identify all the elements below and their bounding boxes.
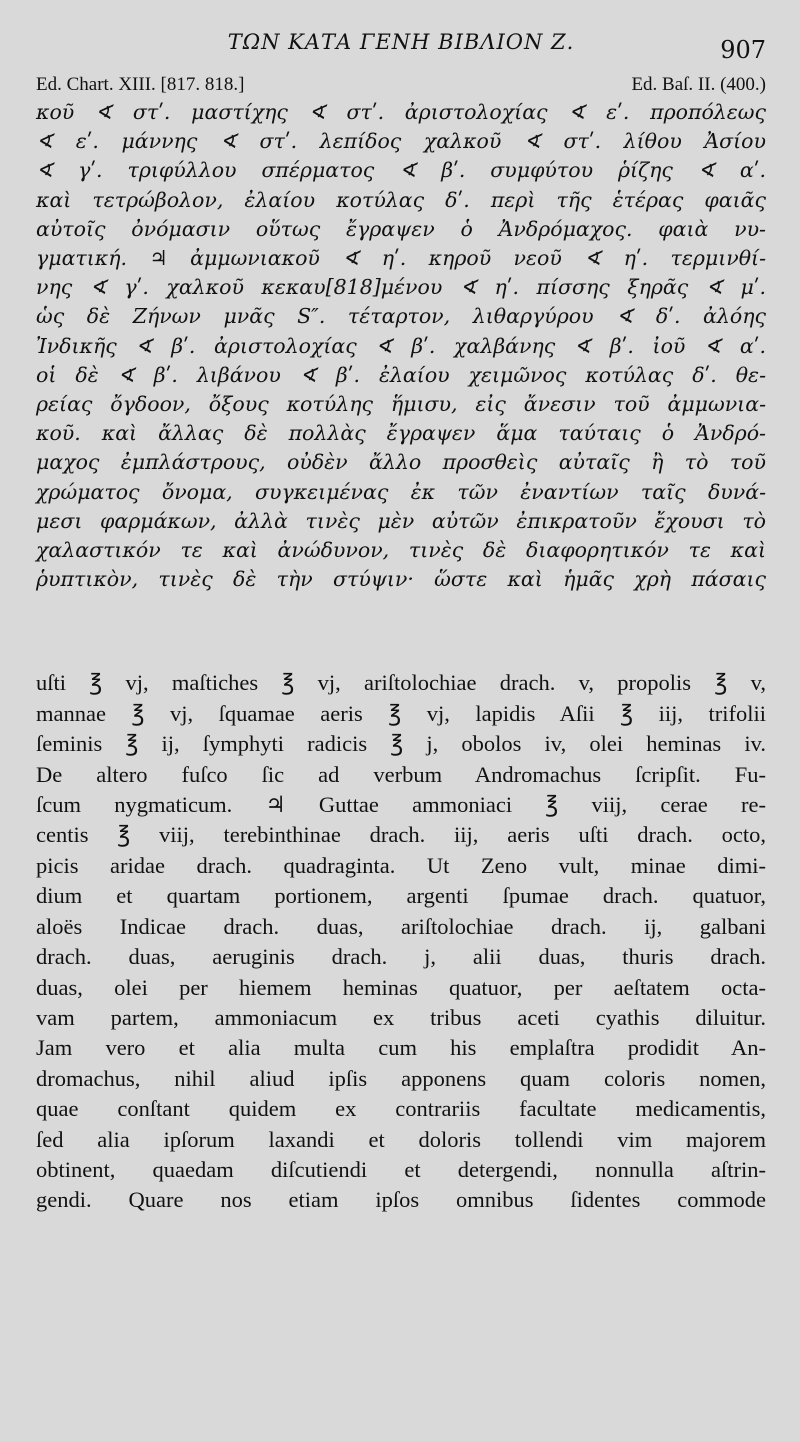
latin-line: mannae ℥ vj, ſquamae aeris ℥ vj, lapidis Aſii ℥ iij, trifolii <box>36 700 766 726</box>
latin-line: vam partem, ammoniacum ex tribus aceti cyathis diluitur. <box>36 1004 766 1030</box>
running-head <box>36 30 766 72</box>
greek-line: χρώματος ὄνομα, συγκειμένας ἐκ τῶν ἐναντίων ταῖς δυνά- <box>36 479 766 504</box>
latin-text <box>36 668 766 1215</box>
greek-line: γματική. ♃ ἀμμωνιακοῦ ∢ ηʹ. κηροῦ νεοῦ ∢ ηʹ. τερμινθί- <box>36 246 766 271</box>
greek-text <box>36 98 766 594</box>
greek-line: ῥυπτικὸν, τινὲς δὲ τὴν στύψιν· ὥστε καὶ ἡμᾶς χρὴ πάσαις <box>36 567 766 592</box>
greek-line: κοῦ ∢ στʹ. μαστίχης ∢ στʹ. ἀριστολοχίας ∢ εʹ. προπόλεως <box>36 100 766 124</box>
column-gap <box>36 594 766 668</box>
edition-right: Ed. Baſ. II. (400.) <box>631 74 766 95</box>
greek-line: αὐτοῖς ὀνόμασιν οὕτως ἔγραψεν ὁ Ἀνδρόμαχος. φαιὰ νυ- <box>36 216 766 241</box>
latin-line: aloës Indicae drach. duas, ariſtolochiae drach. ij, galbani <box>36 913 766 939</box>
latin-line: drach. duas, aeruginis drach. j, alii duas, thuris drach. <box>36 944 766 970</box>
greek-line: ∢ εʹ. μάννης ∢ στʹ. λεπίδος χαλκοῦ ∢ στʹ. λίθου Ἀσίου <box>36 129 766 154</box>
greek-line: νης ∢ γʹ. χαλκοῦ κεκαυ[818]μένου ∢ ηʹ. πίσσης ξηρᾶς ∢ μʹ. <box>36 275 766 300</box>
latin-line: gendi. Quare nos etiam ipſos omnibus ſidentes commode <box>36 1187 766 1213</box>
latin-line: De altero fuſco ſic ad verbum Andromachus ſcripſit. Fu- <box>36 761 766 787</box>
greek-line: κοῦ. καὶ ἄλλας δὲ πολλὰς ἔγραψεν ἅμα ταύταις ὁ Ἀνδρό- <box>36 421 766 446</box>
running-title: ΤΩΝ ΚΑΤΑ ΓΕΝΗ ΒΙΒΛΙΟΝ Ζ. <box>227 30 575 54</box>
latin-line: ſcum nygmaticum. ♃ Guttae ammoniaci ℥ viij, cerae re- <box>36 792 766 818</box>
greek-line: χαλαστικόν τε καὶ ἀνώδυνον, τινὲς δὲ διαφορητικόν τε καὶ <box>36 538 766 563</box>
greek-line: ρείας ὄγδοον, ὄξους κοτύλης ἥμισυ, εἰς ἄνεσιν τοῦ ἀμμωνια- <box>36 392 766 417</box>
latin-line: Jam vero et alia multa cum his emplaſtra prodidit An- <box>36 1035 766 1061</box>
greek-line: μεσι φαρμάκων, ἀλλὰ τινὲς μὲν αὐτῶν ἐπικρατοῦν ἔχουσι τὸ <box>36 508 766 533</box>
latin-line: dium et quartam portionem, argenti ſpumae drach. quatuor, <box>36 883 766 909</box>
greek-line: ∢ γʹ. τριφύλλου σπέρματος ∢ βʹ. συμφύτου ῥίζης ∢ αʹ. <box>36 158 766 183</box>
greek-line: ὡς δὲ Ζήνων μνᾶς S″. τέταρτον, λιθαργύρου ∢ δʹ. ἀλόης <box>36 304 766 329</box>
latin-line: duas, olei per hiemem heminas quatuor, per aeſtatem octa- <box>36 974 766 1000</box>
greek-line: οἱ δὲ ∢ βʹ. λιβάνου ∢ βʹ. ἐλαίου χειμῶνος κοτύλας δʹ. θε- <box>36 362 766 387</box>
edition-left: Ed. Chart. XIII. [817. 818.] <box>36 74 245 95</box>
latin-line: ſed alia ipſorum laxandi et doloris tollendi vim majorem <box>36 1126 766 1152</box>
edition-line <box>36 74 766 96</box>
page-number: 907 <box>720 36 766 64</box>
latin-line: centis ℥ viij, terebinthinae drach. iij, aeris uſti drach. octo, <box>36 822 766 848</box>
greek-line: Ἰνδικῆς ∢ βʹ. ἀριστολοχίας ∢ βʹ. χαλβάνης ∢ βʹ. ἰοῦ ∢ αʹ. <box>36 333 766 358</box>
latin-line: uſti ℥ vj, maſtiches ℥ vj, ariſtolochiae drach. v, propolis ℥ v, <box>36 670 766 696</box>
latin-line: obtinent, quaedam diſcutiendi et detergendi, nonnulla aſtrin- <box>36 1156 766 1182</box>
latin-line: ſeminis ℥ ij, ſymphyti radicis ℥ j, obolos iv, olei heminas iv. <box>36 731 766 757</box>
latin-line: picis aridae drach. quadraginta. Ut Zeno vult, minae dimi- <box>36 852 766 878</box>
greek-line: μαχος ἐμπλάστρους, οὐδὲν ἄλλο προσθεὶς αὐταῖς ἢ τὸ τοῦ <box>36 450 766 475</box>
greek-line: καὶ τετρώβολον, ἐλαίου κοτύλας δʹ. περὶ τῆς ἑτέρας φαιᾶς <box>36 187 766 212</box>
latin-line: quae conſtant quidem ex contrariis facultate medicamentis, <box>36 1096 766 1122</box>
latin-line: dromachus, nihil aliud ipſis apponens quam coloris nomen, <box>36 1065 766 1091</box>
